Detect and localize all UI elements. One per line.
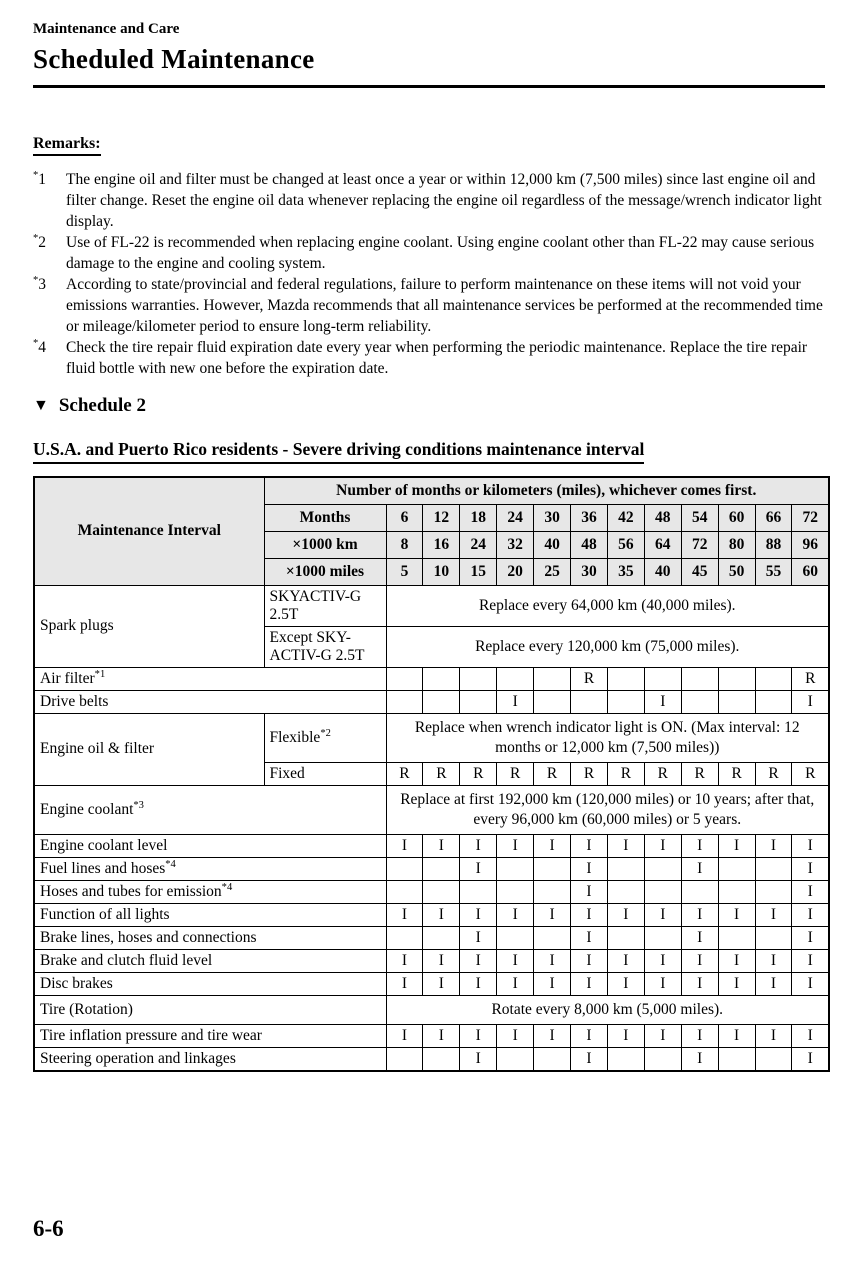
- mark-cell: I: [460, 972, 497, 995]
- mark-cell: I: [644, 949, 681, 972]
- mark-cell: [534, 1047, 571, 1071]
- mark-cell: [607, 926, 644, 949]
- table-row: [34, 972, 829, 995]
- mark-cell: R: [644, 762, 681, 785]
- row-sub-cell: Flexible$^{*2}$: [264, 713, 386, 762]
- axis-value-cell: 50: [718, 558, 755, 585]
- mark-cell: I: [607, 949, 644, 972]
- mark-cell: I: [386, 949, 423, 972]
- axis-value-cell: 54: [681, 504, 718, 531]
- mark-cell: [497, 1047, 534, 1071]
- mark-cell: [755, 690, 792, 713]
- table-header-row: [34, 477, 829, 504]
- axis-value-cell: 40: [534, 531, 571, 558]
- mark-cell: [423, 667, 460, 690]
- mark-cell: I: [571, 903, 608, 926]
- mark-cell: [386, 690, 423, 713]
- axis-value-cell: 80: [718, 531, 755, 558]
- mark-cell: I: [644, 903, 681, 926]
- mark-cell: I: [792, 690, 829, 713]
- axis-value-cell: 66: [755, 504, 792, 531]
- remark-item: [33, 169, 830, 232]
- mark-cell: I: [571, 834, 608, 857]
- mark-cell: I: [571, 926, 608, 949]
- mark-cell: [497, 926, 534, 949]
- mark-cell: R: [755, 762, 792, 785]
- mark-cell: I: [534, 903, 571, 926]
- mark-cell: [460, 667, 497, 690]
- footnote-text: The engine oil and filter must be changed at least once a year or within 12,000 km (7,500 miles) since last engine oil and filter change. Reset the engine oil data whenever replacing the engine oil regardless of the message/wrench indicator light display.: [66, 171, 822, 230]
- axis-value-cell: 42: [607, 504, 644, 531]
- maintenance-schedule-table: [33, 476, 830, 1072]
- mark-cell: [718, 690, 755, 713]
- mark-cell: R: [386, 762, 423, 785]
- mark-cell: I: [460, 1024, 497, 1047]
- mark-cell: [497, 857, 534, 880]
- mark-cell: [386, 857, 423, 880]
- mark-cell: [607, 1047, 644, 1071]
- axis-value-cell: 96: [792, 531, 829, 558]
- mark-cell: [607, 690, 644, 713]
- mark-cell: I: [607, 972, 644, 995]
- footnote-text: According to state/provincial and federal regulations, failure to perform maintenance on these items will not void your emissions warranties. However, Mazda recommends that all maintenance services be performed at the recommended time or mileage/kilometer period to ensure long-term reliability.: [66, 276, 823, 335]
- axis-label: Months: [264, 504, 386, 531]
- mark-cell: [423, 926, 460, 949]
- mark-cell: I: [681, 834, 718, 857]
- mark-cell: [534, 857, 571, 880]
- axis-label: ×1000 miles: [264, 558, 386, 585]
- section-eyebrow: Maintenance and Care: [33, 21, 180, 37]
- mark-cell: [534, 926, 571, 949]
- mark-cell: R: [460, 762, 497, 785]
- axis-value-cell: 56: [607, 531, 644, 558]
- row-label-cell: Tire (Rotation): [34, 995, 386, 1024]
- mark-cell: [534, 690, 571, 713]
- axis-value-cell: 40: [644, 558, 681, 585]
- axis-value-cell: 60: [792, 558, 829, 585]
- mark-cell: [386, 667, 423, 690]
- row-label-cell: Function of all lights: [34, 903, 386, 926]
- mark-cell: I: [497, 903, 534, 926]
- remark-item: [33, 274, 830, 337]
- mark-cell: I: [644, 1024, 681, 1047]
- row-text-cell: Rotate every 8,000 km (5,000 miles).: [386, 995, 829, 1024]
- mark-cell: [423, 857, 460, 880]
- span-header: Number of months or kilometers (miles), whichever comes first.: [264, 477, 829, 504]
- axis-value-cell: 16: [423, 531, 460, 558]
- mark-cell: I: [571, 949, 608, 972]
- mark-cell: [644, 880, 681, 903]
- mark-cell: [497, 880, 534, 903]
- mark-cell: I: [534, 834, 571, 857]
- table-row: [34, 713, 829, 762]
- mark-cell: I: [460, 926, 497, 949]
- asterisk-icon: *: [33, 274, 39, 286]
- axis-value-cell: 18: [460, 504, 497, 531]
- mark-cell: I: [792, 972, 829, 995]
- axis-value-cell: 55: [755, 558, 792, 585]
- table-row: [34, 903, 829, 926]
- mark-cell: R: [792, 762, 829, 785]
- mark-cell: R: [607, 762, 644, 785]
- mark-cell: R: [571, 667, 608, 690]
- footnote-marker: *4: [33, 337, 47, 356]
- mark-cell: [607, 667, 644, 690]
- mark-cell: I: [386, 972, 423, 995]
- axis-value-cell: 35: [607, 558, 644, 585]
- mark-cell: I: [792, 926, 829, 949]
- mark-cell: [755, 857, 792, 880]
- footnote-ref: *3: [133, 799, 144, 811]
- mark-cell: I: [607, 903, 644, 926]
- mark-cell: I: [497, 690, 534, 713]
- row-label-cell: Spark plugs: [34, 585, 264, 667]
- mark-cell: [644, 667, 681, 690]
- row-label-cell: Steering operation and linkages: [34, 1047, 386, 1071]
- schedule-heading-label: Schedule 2: [58, 395, 146, 416]
- footnote-marker: *3: [33, 274, 47, 293]
- mark-cell: I: [423, 972, 460, 995]
- row-sub-cell: Fixed: [264, 762, 386, 785]
- row-label-cell: Air filter$^{*1}$: [34, 667, 386, 690]
- triangle-down-icon: ▼: [33, 397, 49, 414]
- mark-cell: I: [644, 690, 681, 713]
- mark-cell: [755, 667, 792, 690]
- mark-cell: [644, 1047, 681, 1071]
- row-label-cell: Hoses and tubes for emission$^{*4}$: [34, 880, 386, 903]
- row-text-cell: Replace when wrench indicator light is ON. (Max interval: 12 months or 12,000 km (7,500 miles)): [386, 713, 829, 762]
- mark-cell: [718, 1047, 755, 1071]
- row-label-cell: Engine coolant$^{*3}$: [34, 785, 386, 834]
- mark-cell: [681, 880, 718, 903]
- mark-cell: I: [497, 834, 534, 857]
- mark-cell: I: [571, 972, 608, 995]
- row-label-cell: Drive belts: [34, 690, 386, 713]
- mark-cell: I: [534, 949, 571, 972]
- mark-cell: I: [755, 903, 792, 926]
- axis-value-cell: 48: [571, 531, 608, 558]
- page-number: 6-6: [33, 1216, 64, 1241]
- mark-cell: I: [644, 834, 681, 857]
- mark-cell: I: [792, 880, 829, 903]
- table-subheading: U.S.A. and Puerto Rico residents - Severe driving conditions maintenance interval: [33, 439, 644, 464]
- footnote-ref: *1: [94, 668, 106, 680]
- mark-cell: [460, 880, 497, 903]
- table-body: [34, 585, 829, 1071]
- mark-cell: I: [681, 926, 718, 949]
- mark-cell: I: [571, 1047, 608, 1071]
- axis-value-cell: 48: [644, 504, 681, 531]
- mark-cell: I: [681, 903, 718, 926]
- row-label-cell: Disc brakes: [34, 972, 386, 995]
- axis-value-cell: 12: [423, 504, 460, 531]
- mark-cell: I: [792, 834, 829, 857]
- table-row: [34, 834, 829, 857]
- row-sub-cell: Except SKY-ACTIV-G 2.5T: [264, 626, 386, 667]
- mark-cell: I: [718, 1024, 755, 1047]
- mark-cell: I: [792, 1047, 829, 1071]
- table-row: [34, 880, 829, 903]
- mark-cell: [718, 667, 755, 690]
- mark-cell: [386, 926, 423, 949]
- mark-cell: I: [718, 972, 755, 995]
- mark-cell: I: [497, 1024, 534, 1047]
- mark-cell: [534, 667, 571, 690]
- mark-cell: [497, 667, 534, 690]
- row-text-cell: Replace every 64,000 km (40,000 miles).: [386, 585, 829, 626]
- axis-value-cell: 72: [681, 531, 718, 558]
- mark-cell: I: [755, 834, 792, 857]
- axis-value-cell: 6: [386, 504, 423, 531]
- mark-cell: [644, 857, 681, 880]
- asterisk-icon: *: [33, 169, 39, 181]
- axis-value-cell: 10: [423, 558, 460, 585]
- axis-value-cell: 72: [792, 504, 829, 531]
- mark-cell: [718, 880, 755, 903]
- mark-cell: I: [607, 834, 644, 857]
- mark-cell: I: [497, 972, 534, 995]
- row-label-cell: Engine coolant level: [34, 834, 386, 857]
- mark-cell: I: [423, 1024, 460, 1047]
- mark-cell: [718, 926, 755, 949]
- axis-value-cell: 20: [497, 558, 534, 585]
- mark-cell: I: [571, 880, 608, 903]
- mark-cell: I: [681, 1047, 718, 1071]
- mark-cell: [755, 880, 792, 903]
- mark-cell: I: [792, 1024, 829, 1047]
- mark-cell: R: [571, 762, 608, 785]
- mark-cell: [755, 926, 792, 949]
- table-row: [34, 949, 829, 972]
- mark-cell: I: [792, 903, 829, 926]
- remarks-list: [33, 169, 830, 379]
- mark-cell: I: [681, 949, 718, 972]
- mark-cell: I: [423, 834, 460, 857]
- axis-value-cell: 15: [460, 558, 497, 585]
- table-row: [34, 1047, 829, 1071]
- mark-cell: R: [534, 762, 571, 785]
- mark-cell: I: [460, 903, 497, 926]
- mark-cell: I: [460, 949, 497, 972]
- mark-cell: I: [460, 1047, 497, 1071]
- mark-cell: [571, 690, 608, 713]
- mark-cell: R: [718, 762, 755, 785]
- row-label-cell: Brake and clutch fluid level: [34, 949, 386, 972]
- axis-value-cell: 24: [497, 504, 534, 531]
- remark-item: [33, 232, 830, 274]
- mark-cell: I: [460, 857, 497, 880]
- mark-cell: I: [386, 834, 423, 857]
- footnote-text: Use of FL-22 is recommended when replacing engine coolant. Using engine coolant other than FL-22 may cause serious damage to the engine and cooling system.: [66, 234, 815, 272]
- axis-value-cell: 64: [644, 531, 681, 558]
- table-head: [34, 477, 829, 585]
- axis-value-cell: 88: [755, 531, 792, 558]
- mark-cell: [534, 880, 571, 903]
- axis-value-cell: 36: [571, 504, 608, 531]
- mark-cell: [386, 1047, 423, 1071]
- mark-cell: I: [755, 949, 792, 972]
- mark-cell: I: [718, 903, 755, 926]
- mark-cell: [607, 857, 644, 880]
- mark-cell: I: [607, 1024, 644, 1047]
- mark-cell: [681, 667, 718, 690]
- mark-cell: [423, 1047, 460, 1071]
- row-label-cell: Brake lines, hoses and connections: [34, 926, 386, 949]
- table-row: [34, 690, 829, 713]
- mark-cell: I: [497, 949, 534, 972]
- table-row: [34, 1024, 829, 1047]
- page-title: Scheduled Maintenance: [33, 44, 315, 74]
- mark-cell: I: [644, 972, 681, 995]
- axis-value-cell: 8: [386, 531, 423, 558]
- footnote-ref: *4: [165, 858, 176, 870]
- axis-value-cell: 5: [386, 558, 423, 585]
- mark-cell: I: [423, 903, 460, 926]
- footnote-text: Check the tire repair fluid expiration date every year when performing the periodic maintenance. Replace the tire repair fluid bottle with new one before the expiration date.: [66, 339, 808, 377]
- mark-cell: R: [497, 762, 534, 785]
- mark-cell: [755, 1047, 792, 1071]
- corner-header: Maintenance Interval: [34, 477, 264, 585]
- footnote-ref: *2: [320, 727, 331, 739]
- footnote-marker: *1: [33, 169, 47, 188]
- mark-cell: I: [386, 1024, 423, 1047]
- mark-cell: I: [681, 857, 718, 880]
- mark-cell: [423, 690, 460, 713]
- mark-cell: I: [792, 857, 829, 880]
- schedule-heading: [33, 394, 830, 418]
- axis-value-cell: 45: [681, 558, 718, 585]
- mark-cell: I: [386, 903, 423, 926]
- mark-cell: I: [534, 1024, 571, 1047]
- row-text-cell: Replace every 120,000 km (75,000 miles).: [386, 626, 829, 667]
- mark-cell: I: [718, 834, 755, 857]
- mark-cell: I: [681, 972, 718, 995]
- axis-value-cell: 24: [460, 531, 497, 558]
- mark-cell: [644, 926, 681, 949]
- mark-cell: I: [534, 972, 571, 995]
- mark-cell: [607, 880, 644, 903]
- mark-cell: [718, 857, 755, 880]
- asterisk-icon: *: [33, 337, 39, 349]
- mark-cell: I: [718, 949, 755, 972]
- axis-value-cell: 30: [534, 504, 571, 531]
- mark-cell: I: [755, 1024, 792, 1047]
- remark-item: [33, 337, 830, 379]
- mark-cell: I: [681, 1024, 718, 1047]
- axis-value-cell: 32: [497, 531, 534, 558]
- asterisk-icon: *: [33, 232, 39, 244]
- table-row: [34, 995, 829, 1024]
- table-row: [34, 785, 829, 834]
- table-row: [34, 926, 829, 949]
- mark-cell: R: [792, 667, 829, 690]
- mark-cell: [423, 880, 460, 903]
- mark-cell: R: [681, 762, 718, 785]
- table-row: [34, 667, 829, 690]
- mark-cell: R: [423, 762, 460, 785]
- axis-value-cell: 25: [534, 558, 571, 585]
- mark-cell: [460, 690, 497, 713]
- mark-cell: I: [571, 857, 608, 880]
- table-row: [34, 585, 829, 626]
- axis-label: ×1000 km: [264, 531, 386, 558]
- remarks-heading: Remarks:: [33, 135, 101, 156]
- footnote-marker: *2: [33, 232, 47, 251]
- table-row: [34, 857, 829, 880]
- mark-cell: I: [571, 1024, 608, 1047]
- mark-cell: [681, 690, 718, 713]
- mark-cell: I: [792, 949, 829, 972]
- axis-value-cell: 30: [571, 558, 608, 585]
- row-label-cell: Engine oil & filter: [34, 713, 264, 785]
- mark-cell: I: [755, 972, 792, 995]
- mark-cell: I: [460, 834, 497, 857]
- header-rule: [33, 85, 825, 88]
- row-sub-cell: SKYACTIV-G 2.5T: [264, 585, 386, 626]
- row-text-cell: Replace at first 192,000 km (120,000 miles) or 10 years; after that, every 96,000 km (60,000 miles) or 5 years.: [386, 785, 829, 834]
- row-label-cell: Fuel lines and hoses$^{*4}$: [34, 857, 386, 880]
- mark-cell: I: [423, 949, 460, 972]
- mark-cell: [386, 880, 423, 903]
- footnote-ref: *4: [221, 881, 233, 893]
- axis-value-cell: 60: [718, 504, 755, 531]
- row-label-cell: Tire inflation pressure and tire wear: [34, 1024, 386, 1047]
